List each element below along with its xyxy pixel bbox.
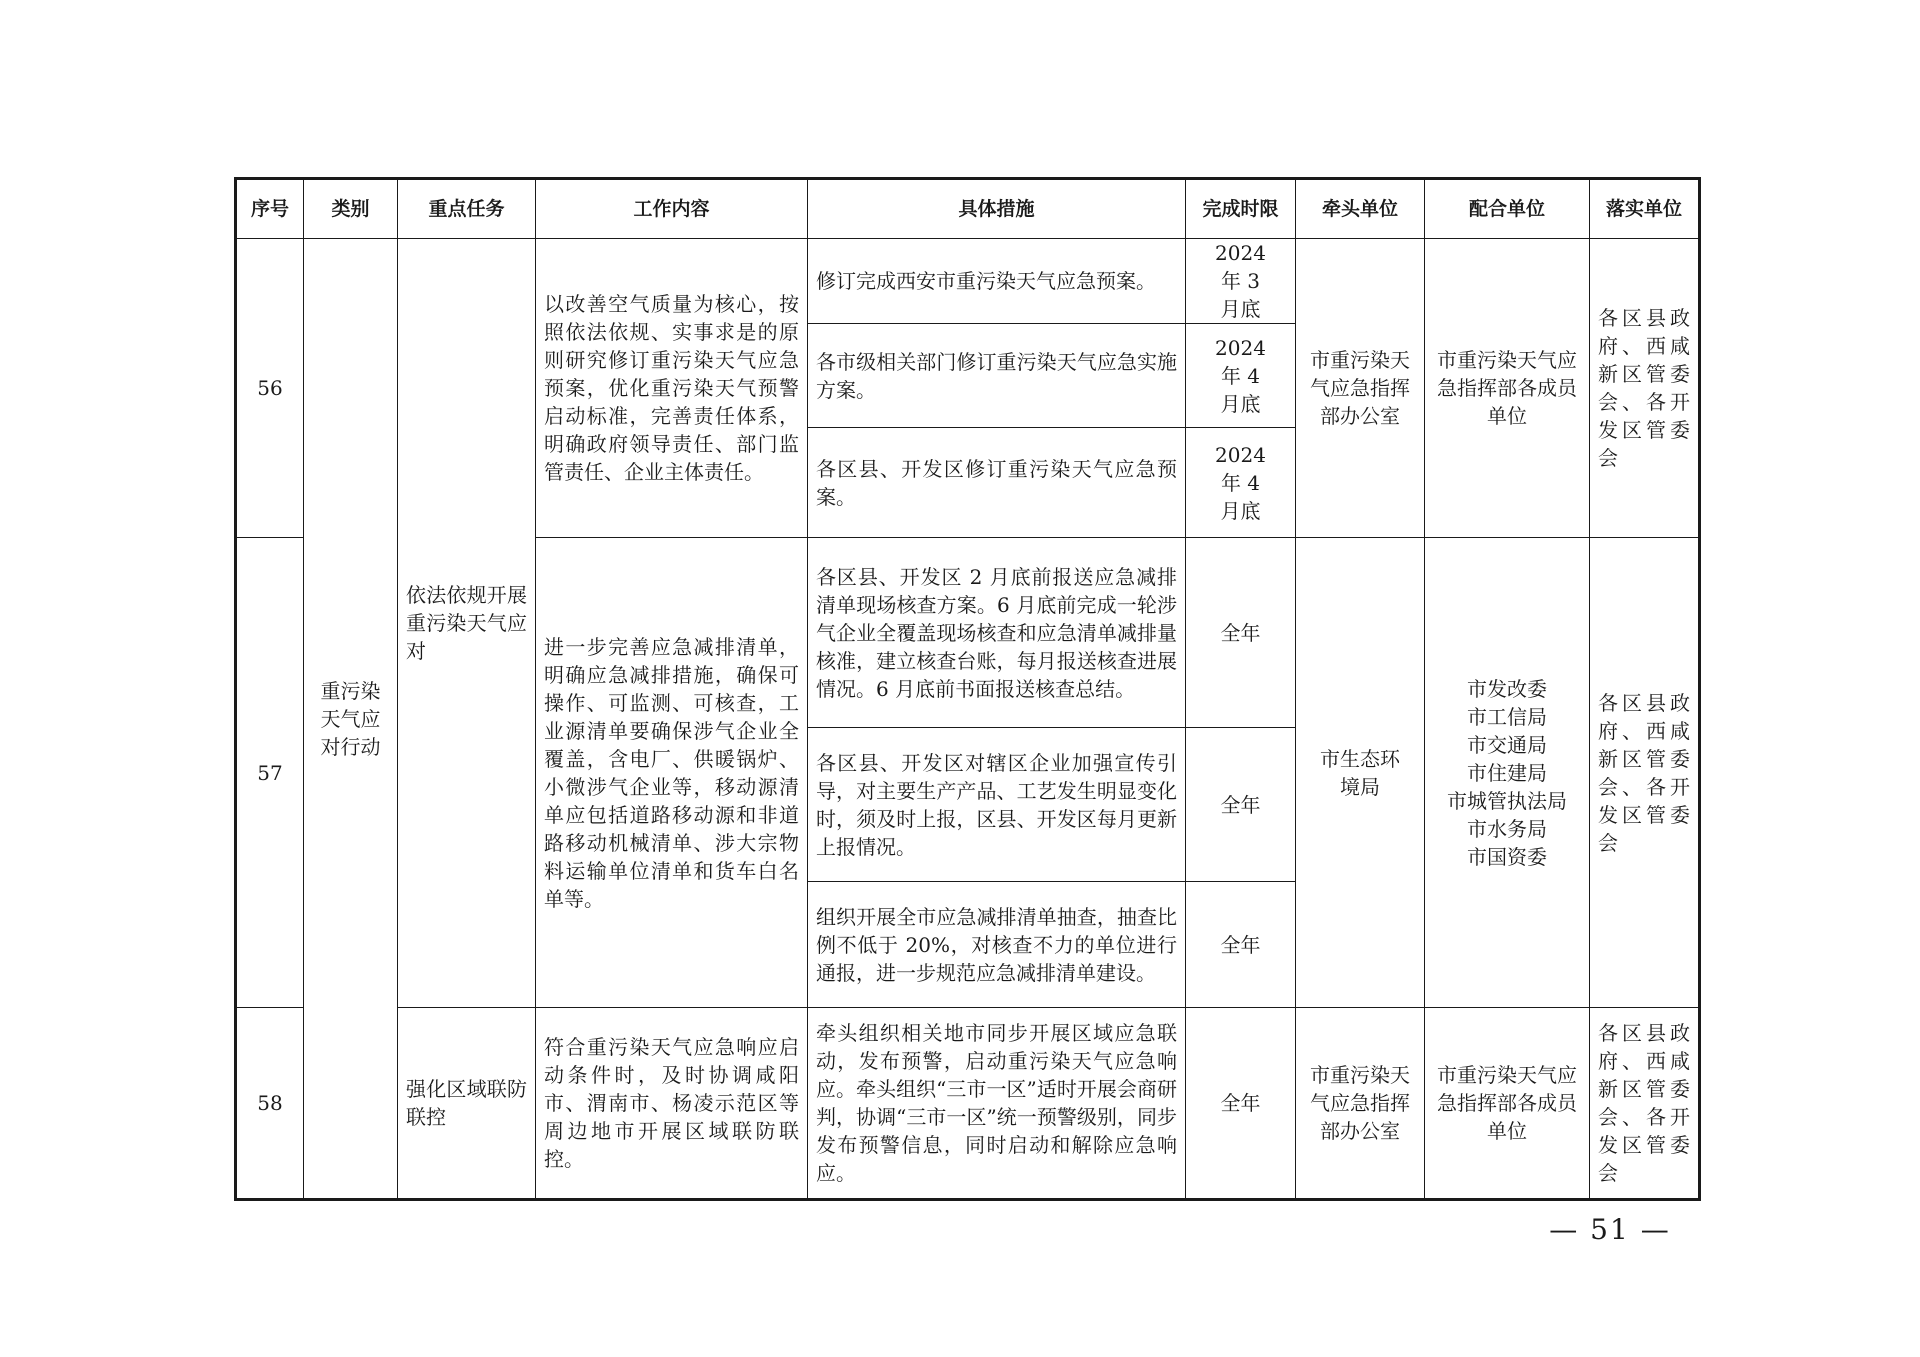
row-seq: 57	[236, 538, 304, 1008]
coop-unit: 市水务局	[1467, 816, 1547, 841]
coop-cell: 市重污染天气应急指挥部各成员单位	[1425, 239, 1590, 538]
coop-unit: 市住建局	[1467, 760, 1547, 785]
coop-unit: 市国资委	[1467, 844, 1547, 869]
impl-cell: 各区县政府、西咸新区管委会、各开发区管委会	[1590, 1008, 1700, 1200]
page-number: — 51 —	[1549, 1213, 1671, 1246]
header-deadline: 完成时限	[1186, 179, 1296, 239]
header-content: 工作内容	[536, 179, 808, 239]
coop-unit: 市城管执法局	[1447, 788, 1567, 813]
measure-cell: 各区县、开发区 2 月底前报送应急减排清单现场核查方案。6 月底前完成一轮涉气企业全覆盖现场核查和应急清单减排量核准，建立核查台账，每月报送核查进展情况。6 月底前书面报送核查总结。	[808, 538, 1186, 728]
measure-cell: 各区县、开发区对辖区企业加强宣传引导，对主要生产产品、工艺发生明显变化时，须及时上报，区县、开发区每月更新上报情况。	[808, 728, 1186, 882]
header-coop: 配合单位	[1425, 179, 1590, 239]
header-impl: 落实单位	[1590, 179, 1700, 239]
coop-cell: 市重污染天气应急指挥部各成员单位	[1425, 1008, 1590, 1200]
coop-cell	[1425, 538, 1590, 1008]
impl-cell: 各区县政府、西咸新区管委会、各开发区管委会	[1590, 538, 1700, 1008]
category-cell: 重污染天气应对行动	[304, 239, 398, 1200]
task-cell: 依法依规开展重污染天气应对	[398, 239, 536, 1008]
lead-cell: 市重污染天气应急指挥部办公室	[1296, 1008, 1425, 1200]
task-table	[234, 177, 1701, 1201]
deadline-cell: 2024 年 4 月底	[1186, 324, 1296, 428]
deadline-cell: 全年	[1186, 882, 1296, 1008]
header-task: 重点任务	[398, 179, 536, 239]
content-cell: 进一步完善应急减排清单，明确应急减排措施，确保可操作、可监测、可核查，工业源清单要确保涉气企业全覆盖，含电厂、供暖锅炉、小微涉气企业等，移动源清单应包括道路移动源和非道路移动机械清单、涉大宗物料运输单位清单和货车白名单等。	[536, 538, 808, 1008]
measure-cell: 牵头组织相关地市同步开展区域应急联动，发布预警，启动重污染天气应急响应。牵头组织“三市一区”适时开展会商研判，协调“三市一区”统一预警级别，同步发布预警信息，同时启动和解除应急响应。	[808, 1008, 1186, 1200]
content-cell: 以改善空气质量为核心，按照依法依规、实事求是的原则研究修订重污染天气应急预案，优化重污染天气预警启动标准，完善责任体系，明确政府领导责任、部门监管责任、企业主体责任。	[536, 239, 808, 538]
measure-cell: 各区县、开发区修订重污染天气应急预案。	[808, 428, 1186, 538]
measure-cell: 各市级相关部门修订重污染天气应急实施方案。	[808, 324, 1186, 428]
header-category: 类别	[304, 179, 398, 239]
header-lead: 牵头单位	[1296, 179, 1425, 239]
deadline-cell: 全年	[1186, 1008, 1296, 1200]
header-seq: 序号	[236, 179, 304, 239]
header-measures: 具体措施	[808, 179, 1186, 239]
deadline-cell: 2024 年 3 月底	[1186, 239, 1296, 324]
table-row	[236, 1008, 1700, 1200]
lead-cell: 市生态环境局	[1296, 538, 1425, 1008]
row-seq: 58	[236, 1008, 304, 1200]
measure-cell: 修订完成西安市重污染天气应急预案。	[808, 239, 1186, 324]
deadline-cell: 2024 年 4 月底	[1186, 428, 1296, 538]
task-cell: 强化区域联防联控	[398, 1008, 536, 1200]
coop-unit: 市发改委	[1467, 676, 1547, 701]
table-header-row	[236, 179, 1700, 239]
table-row	[236, 239, 1700, 324]
measure-cell: 组织开展全市应急减排清单抽查，抽查比例不低于 20%，对核查不力的单位进行通报，进一步规范应急减排清单建设。	[808, 882, 1186, 1008]
impl-cell: 各区县政府、西咸新区管委会、各开发区管委会	[1590, 239, 1700, 538]
coop-unit: 市工信局	[1467, 704, 1547, 729]
row-seq: 56	[236, 239, 304, 538]
deadline-cell: 全年	[1186, 538, 1296, 728]
deadline-cell: 全年	[1186, 728, 1296, 882]
lead-cell: 市重污染天气应急指挥部办公室	[1296, 239, 1425, 538]
content-cell: 符合重污染天气应急响应启动条件时，及时协调咸阳市、渭南市、杨凌示范区等周边地市开展区域联防联控。	[536, 1008, 808, 1200]
coop-unit: 市交通局	[1467, 732, 1547, 757]
